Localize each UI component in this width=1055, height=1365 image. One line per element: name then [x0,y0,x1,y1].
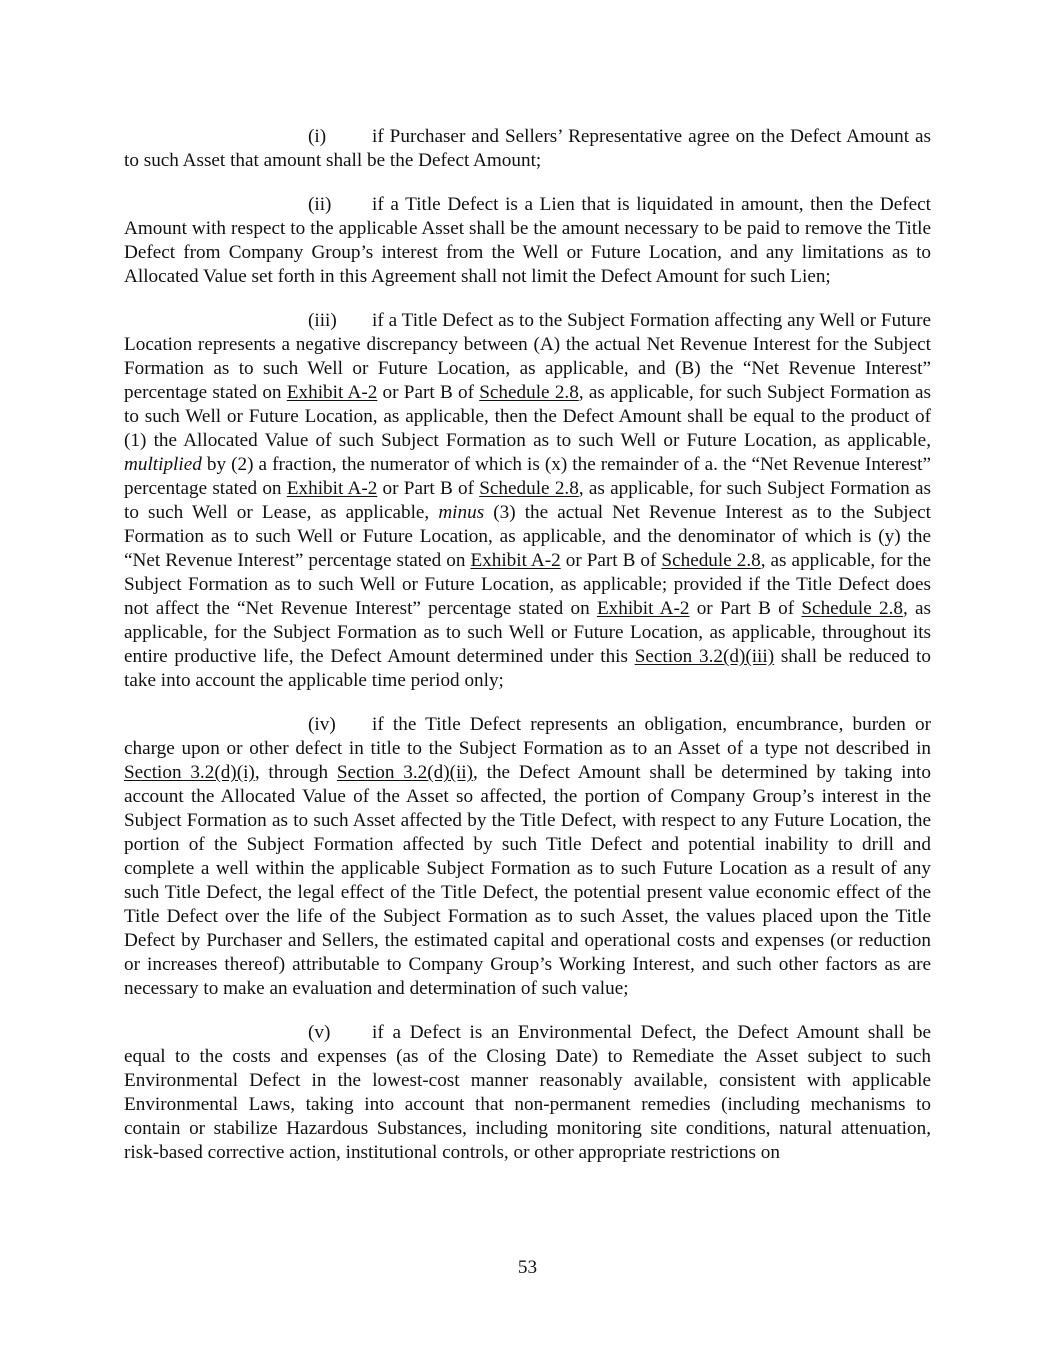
paragraph-text: or Part B of [689,598,802,619]
paragraph-text: (3) the actual Net Revenue Interest as to the Subject Formation as to such Well or Future Location, as applicable, and the denominator of which is (y) the “Net Revenue Interest” percentage stated on [124,502,931,571]
schedule-reference: Schedule 2.8 [479,478,579,499]
paragraph-text: , as applicable, for the Subject Formation as to such Well or Future Location, as applicable; provided if the Title Defect does not affect the “Net Revenue Interest” percentage stated on [124,550,931,619]
exhibit-reference: Exhibit A-2 [286,382,378,403]
schedule-reference: Schedule 2.8 [661,550,761,571]
exhibit-reference: Exhibit A-2 [596,598,690,619]
paragraph-text: or Part B of [377,478,480,499]
paragraph-text: or Part B of [560,550,662,571]
exhibit-reference: Exhibit A-2 [286,478,378,499]
paragraph-number: (iii) [308,310,337,331]
emphasis-text: multiplied [124,454,202,475]
paragraph-text: , as applicable, for such Subject Formation as to such Well or Future Location, as applicable, then the Defect Amount shall be equal to the product of (1) the Allocated Value of such Subject Formation as to such Well or Future Location, as applicable, [124,382,931,451]
paragraph-text: if a Title Defect as to the Subject Formation affecting any Well or Future Location represents a negative discrepancy between (A) the actual Net Revenue Interest for the Subject Formation as to such Well or Future Location, as applicable, and (B) the “Net Revenue Interest” percentage stated on [124,310,931,403]
paragraph-v [124,1021,931,1165]
section-reference: Section 3.2(d)(i) [124,762,255,783]
paragraph-text: shall be reduced to take into account the applicable time period only; [124,646,931,691]
document-body [124,125,931,1165]
section-reference: Section 3.2(d)(iii) [634,646,775,667]
emphasis-text: minus [438,502,485,523]
paragraph-text: , through [254,762,337,783]
paragraph-text: if a Defect is an Environmental Defect, the Defect Amount shall be equal to the costs and expenses (as of the Closing Date) to Remediate the Asset subject to such Environmental Defect in the lowest-cost manner reasonably available, consistent with applicable Environmental Laws, taking into account that non-permanent remedies (including mechanisms to contain or stabilize Hazardous Substances, including monitoring site conditions, natural attenuation, risk-based corrective action, institutional controls, or other appropriate restrictions on [124,1022,931,1163]
paragraph-text: , as applicable, for the Subject Formation as to such Well or Future Location, as applicable, throughout its entire productive life, the Defect Amount determined under this [124,598,931,667]
schedule-reference: Schedule 2.8 [801,598,903,619]
paragraph-text: or Part B of [377,382,480,403]
paragraph-text: , as applicable, for such Subject Formation as to such Well or Lease, as applicable, [124,478,931,523]
page-number: 53 [517,1257,538,1278]
paragraph-text: if the Title Defect represents an obligation, encumbrance, burden or charge upon or other defect in title to the Subject Formation as to an Asset of a type not described in [124,714,931,759]
paragraph-text: if Purchaser and Sellers’ Representative agree on the Defect Amount as to such Asset that amount shall be the Defect Amount; [124,126,931,171]
paragraph-iv [124,713,931,1001]
schedule-reference: Schedule 2.8 [479,382,579,403]
paragraph-number: (iv) [308,714,336,735]
paragraph-number: (ii) [308,194,332,215]
paragraph-ii [124,193,931,289]
paragraph-text: , the Defect Amount shall be determined by taking into account the Allocated Value of the Asset so affected, the portion of Company Group’s interest in the Subject Formation as to such Asset affected by the Title Defect, with respect to any Future Location, the portion of the Subject Formation affected by such Title Defect and potential inability to drill and complete a well within the applicable Subject Formation as to such Future Location as a result of any such Title Defect, the legal effect of the Title Defect, the potential present value economic effect of the Title Defect over the life of the Subject Formation as to such Asset, the values placed upon the Title Defect by Purchaser and Sellers, the estimated capital and operational costs and expenses (or reduction or increases thereof) attributable to Company Group’s Working Interest, and such other factors as are necessary to make an evaluation and determination of such value; [124,762,931,999]
section-reference: Section 3.2(d)(ii) [336,762,474,783]
paragraph-i [124,125,931,173]
paragraph-number: (i) [308,126,327,147]
paragraph-number: (v) [308,1022,331,1043]
paragraph-text: if a Title Defect is a Lien that is liquidated in amount, then the Defect Amount with respect to the applicable Asset shall be the amount necessary to be paid to remove the Title Defect from Company Group’s interest from the Well or Future Location, and any limitations as to Allocated Value set forth in this Agreement shall not limit the Defect Amount for such Lien; [124,194,931,287]
paragraph-text: by (2) a fraction, the numerator of which is (x) the remainder of a. the “Net Revenue Interest” percentage stated on [124,454,931,499]
paragraph-iii [124,309,931,693]
exhibit-reference: Exhibit A-2 [470,550,561,571]
